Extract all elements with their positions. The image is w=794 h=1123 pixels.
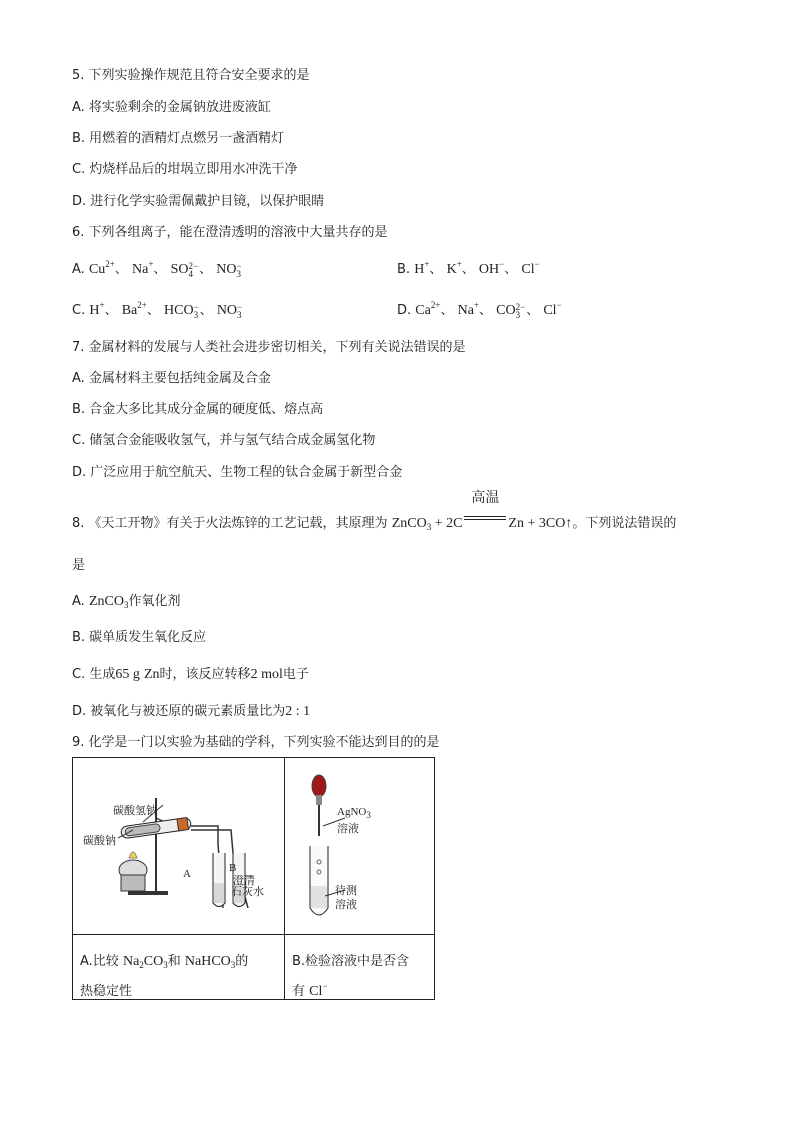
experiment-a-caption-cell [73, 935, 285, 1000]
q7-option-b: B. 合金大多比其成分金属的硬度低、熔点高 [72, 402, 324, 417]
q6-option-b: B. H+、 K+、 OH−、 Cl− [397, 259, 540, 277]
experiment-b-caption-cell [285, 935, 435, 1000]
reaction-condition: 高温 [464, 511, 506, 527]
label-tube-a: A [183, 868, 191, 880]
q5-option-a: A. 将实验剩余的金属钠放进废液缸 [72, 100, 271, 115]
q5-option-c: C. 灼烧样品后的坩埚立即用水冲洗干净 [72, 162, 298, 177]
ion-formula: H+ [414, 259, 430, 277]
ion-formula: H+ [89, 300, 105, 319]
q5-option-b: B. 用燃着的酒精灯点燃另一盏酒精灯 [72, 131, 285, 146]
ion-formula: OH− [478, 259, 505, 277]
q6-option-a: A. $Cu^{2+}$、 Na+、 SO 2− 4 、 NO − 3 [72, 259, 242, 279]
thermal-stability-apparatus [73, 758, 284, 934]
label-silver-nitrate: AgNO$_3$ [337, 806, 371, 820]
q5-stem: 5. 下列实验操作规范且符合安全要求的是 [72, 68, 310, 83]
ion-formula: SO 2− 4 [170, 261, 199, 279]
label-test-solution-2: 溶液 [335, 899, 357, 911]
ion-formula: Na+ [457, 300, 479, 319]
q6-option-c: C. H+、 $Ba^{2+}$、 HCO − 3 、 NO − 3 [72, 300, 243, 320]
ion-formula: Na+ [132, 259, 154, 278]
q5-option-d: D. 进行化学实验需佩戴护目镜，以保护眼睛 [72, 194, 325, 209]
label-sodium-bicarbonate: 碳酸氢钠 [113, 805, 157, 817]
ion-formula: Cl− [521, 259, 540, 277]
experiment-b-caption: B.检验溶液中是否含 有 Cl− [292, 954, 410, 999]
experiment-a-figure-cell [73, 758, 285, 935]
ion-formula: Cl− [543, 300, 562, 319]
ion-formula: $Cu^{2+}$ [88, 259, 115, 278]
q6-stem: 6. 下列各组离子，能在澄清透明的溶液中大量共存的是 [72, 225, 388, 240]
ion-formula: CO 2− 3 [496, 302, 526, 320]
ion-formula: NO − 3 [216, 302, 243, 320]
q8-option-d: D. 被氧化与被还原的碳元素质量比为2 : 1 [72, 704, 311, 719]
label-limewater-1: 澄清 [233, 875, 255, 887]
q7-option-d: D. 广泛应用于航空航天、生物工程的钛合金属于新型合金 [72, 465, 403, 480]
experiment-a-caption: A.比较 $Na_2CO_3$和 NaHCO$_3$的 热稳定性 [80, 954, 249, 999]
q7-stem: 7. 金属材料的发展与人类社会进步密切相关，下列有关说法错误的是 [72, 340, 466, 355]
ion-formula: $Ca^{2+}$ [415, 300, 441, 319]
label-sodium-carbonate: 碳酸钠 [83, 835, 116, 847]
ion-formula: K+ [446, 259, 462, 277]
q7-option-c: C. 储氢合金能吸收氢气，并与氢气结合成金属氢化物 [72, 433, 376, 448]
q8-stem: 8. 《天工开物》有关于火法炼锌的工艺记载，其原理为 ZnCO$_3$ + 2C 高温 Zn + 3CO↑。下列说法错误的 [72, 491, 677, 532]
ion-formula: HCO − 3 [164, 302, 199, 320]
ion-formula: NO − 3 [216, 261, 242, 279]
ion-formula: $Ba^{2+}$ [121, 300, 147, 319]
q7-option-a: A. 金属材料主要包括纯金属及合金 [72, 371, 271, 386]
experiment-b-figure-cell [285, 758, 435, 935]
experiment-table [72, 757, 435, 1000]
label-tube-b: B [229, 862, 237, 874]
q8-option-a: A. ZnCO$_3$作氧化剂 [72, 594, 181, 610]
label-silver-nitrate-solution: 溶液 [337, 823, 359, 835]
q8-option-b: B. 碳单质发生氧化反应 [72, 630, 207, 645]
label-limewater-2: 石灰水 [231, 886, 264, 898]
reaction-equation: ZnCO$_3$ + 2C 高温 Zn + 3CO↑ [391, 491, 573, 532]
q8-stem-cont: 是 [72, 558, 86, 573]
apparatus-b-drawing [285, 758, 434, 934]
label-test-solution-1: 待测 [335, 885, 357, 897]
q8-option-c: C. 生成65 g Zn时，该反应转移2 mol电子 [72, 667, 309, 682]
q6-option-d: D. $Ca^{2+}$、 Na+、 CO 2− 3 、 Cl− [397, 300, 562, 320]
chloride-test-apparatus [285, 758, 434, 934]
q9-stem: 9. 化学是一门以实验为基础的学科，下列实验不能达到目的的是 [72, 735, 440, 750]
